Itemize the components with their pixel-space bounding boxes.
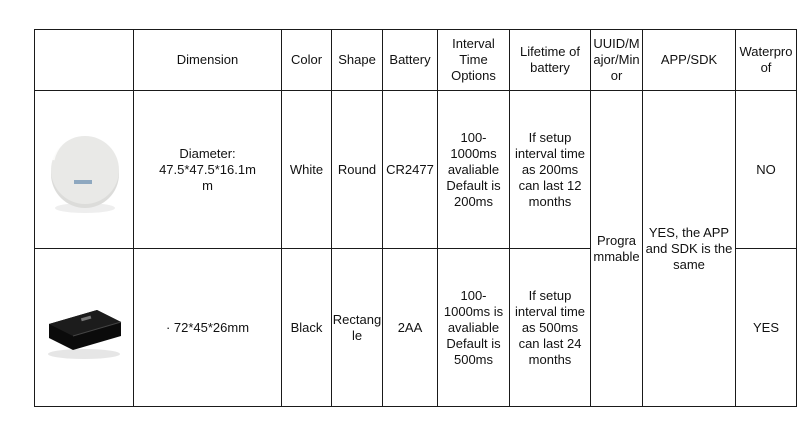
cell-interval: 100- 1000ms is avaliable Default is 500ms [438,249,510,407]
cell-lifetime: If setup interval time as 500ms can last 24 months [510,249,591,407]
cell-battery: 2AA [383,249,438,407]
header-row [35,30,797,91]
cell-uuid: Progra mmable [591,91,643,407]
header-app: APP/SDK [643,30,736,91]
cell-shape: Round [332,91,383,249]
header-color: Color [282,30,332,91]
white-round-beacon-icon [39,120,129,220]
product-spec-table [34,29,797,407]
cell-app: YES, the APP and SDK is the same [643,91,736,407]
header-interval: Interval Time Options [438,30,510,91]
cell-waterproof: YES [736,249,797,407]
cell-shape: Rectang le [332,249,383,407]
cell-dimension: Diameter: 47.5*47.5*16.1m m [134,91,282,249]
product-image-cell [35,91,134,249]
header-lifetime: Lifetime of battery [510,30,591,91]
cell-interval: 100- 1000ms avaliable Default is 200ms [438,91,510,249]
black-rectangle-beacon-icon [39,288,129,368]
header-uuid: UUID/M ajor/Min or [591,30,643,91]
table-row [35,91,797,249]
cell-color: Black [282,249,332,407]
cell-waterproof: NO [736,91,797,249]
header-image [35,30,134,91]
header-dimension: Dimension [134,30,282,91]
cell-battery: CR2477 [383,91,438,249]
header-battery: Battery [383,30,438,91]
cell-color: White [282,91,332,249]
header-shape: Shape [332,30,383,91]
cell-dimension: · 72*45*26mm [134,249,282,407]
cell-lifetime: If setup interval time as 200ms can last 12 months [510,91,591,249]
header-waterproof: Waterpro of [736,30,797,91]
product-image-cell [35,249,134,407]
